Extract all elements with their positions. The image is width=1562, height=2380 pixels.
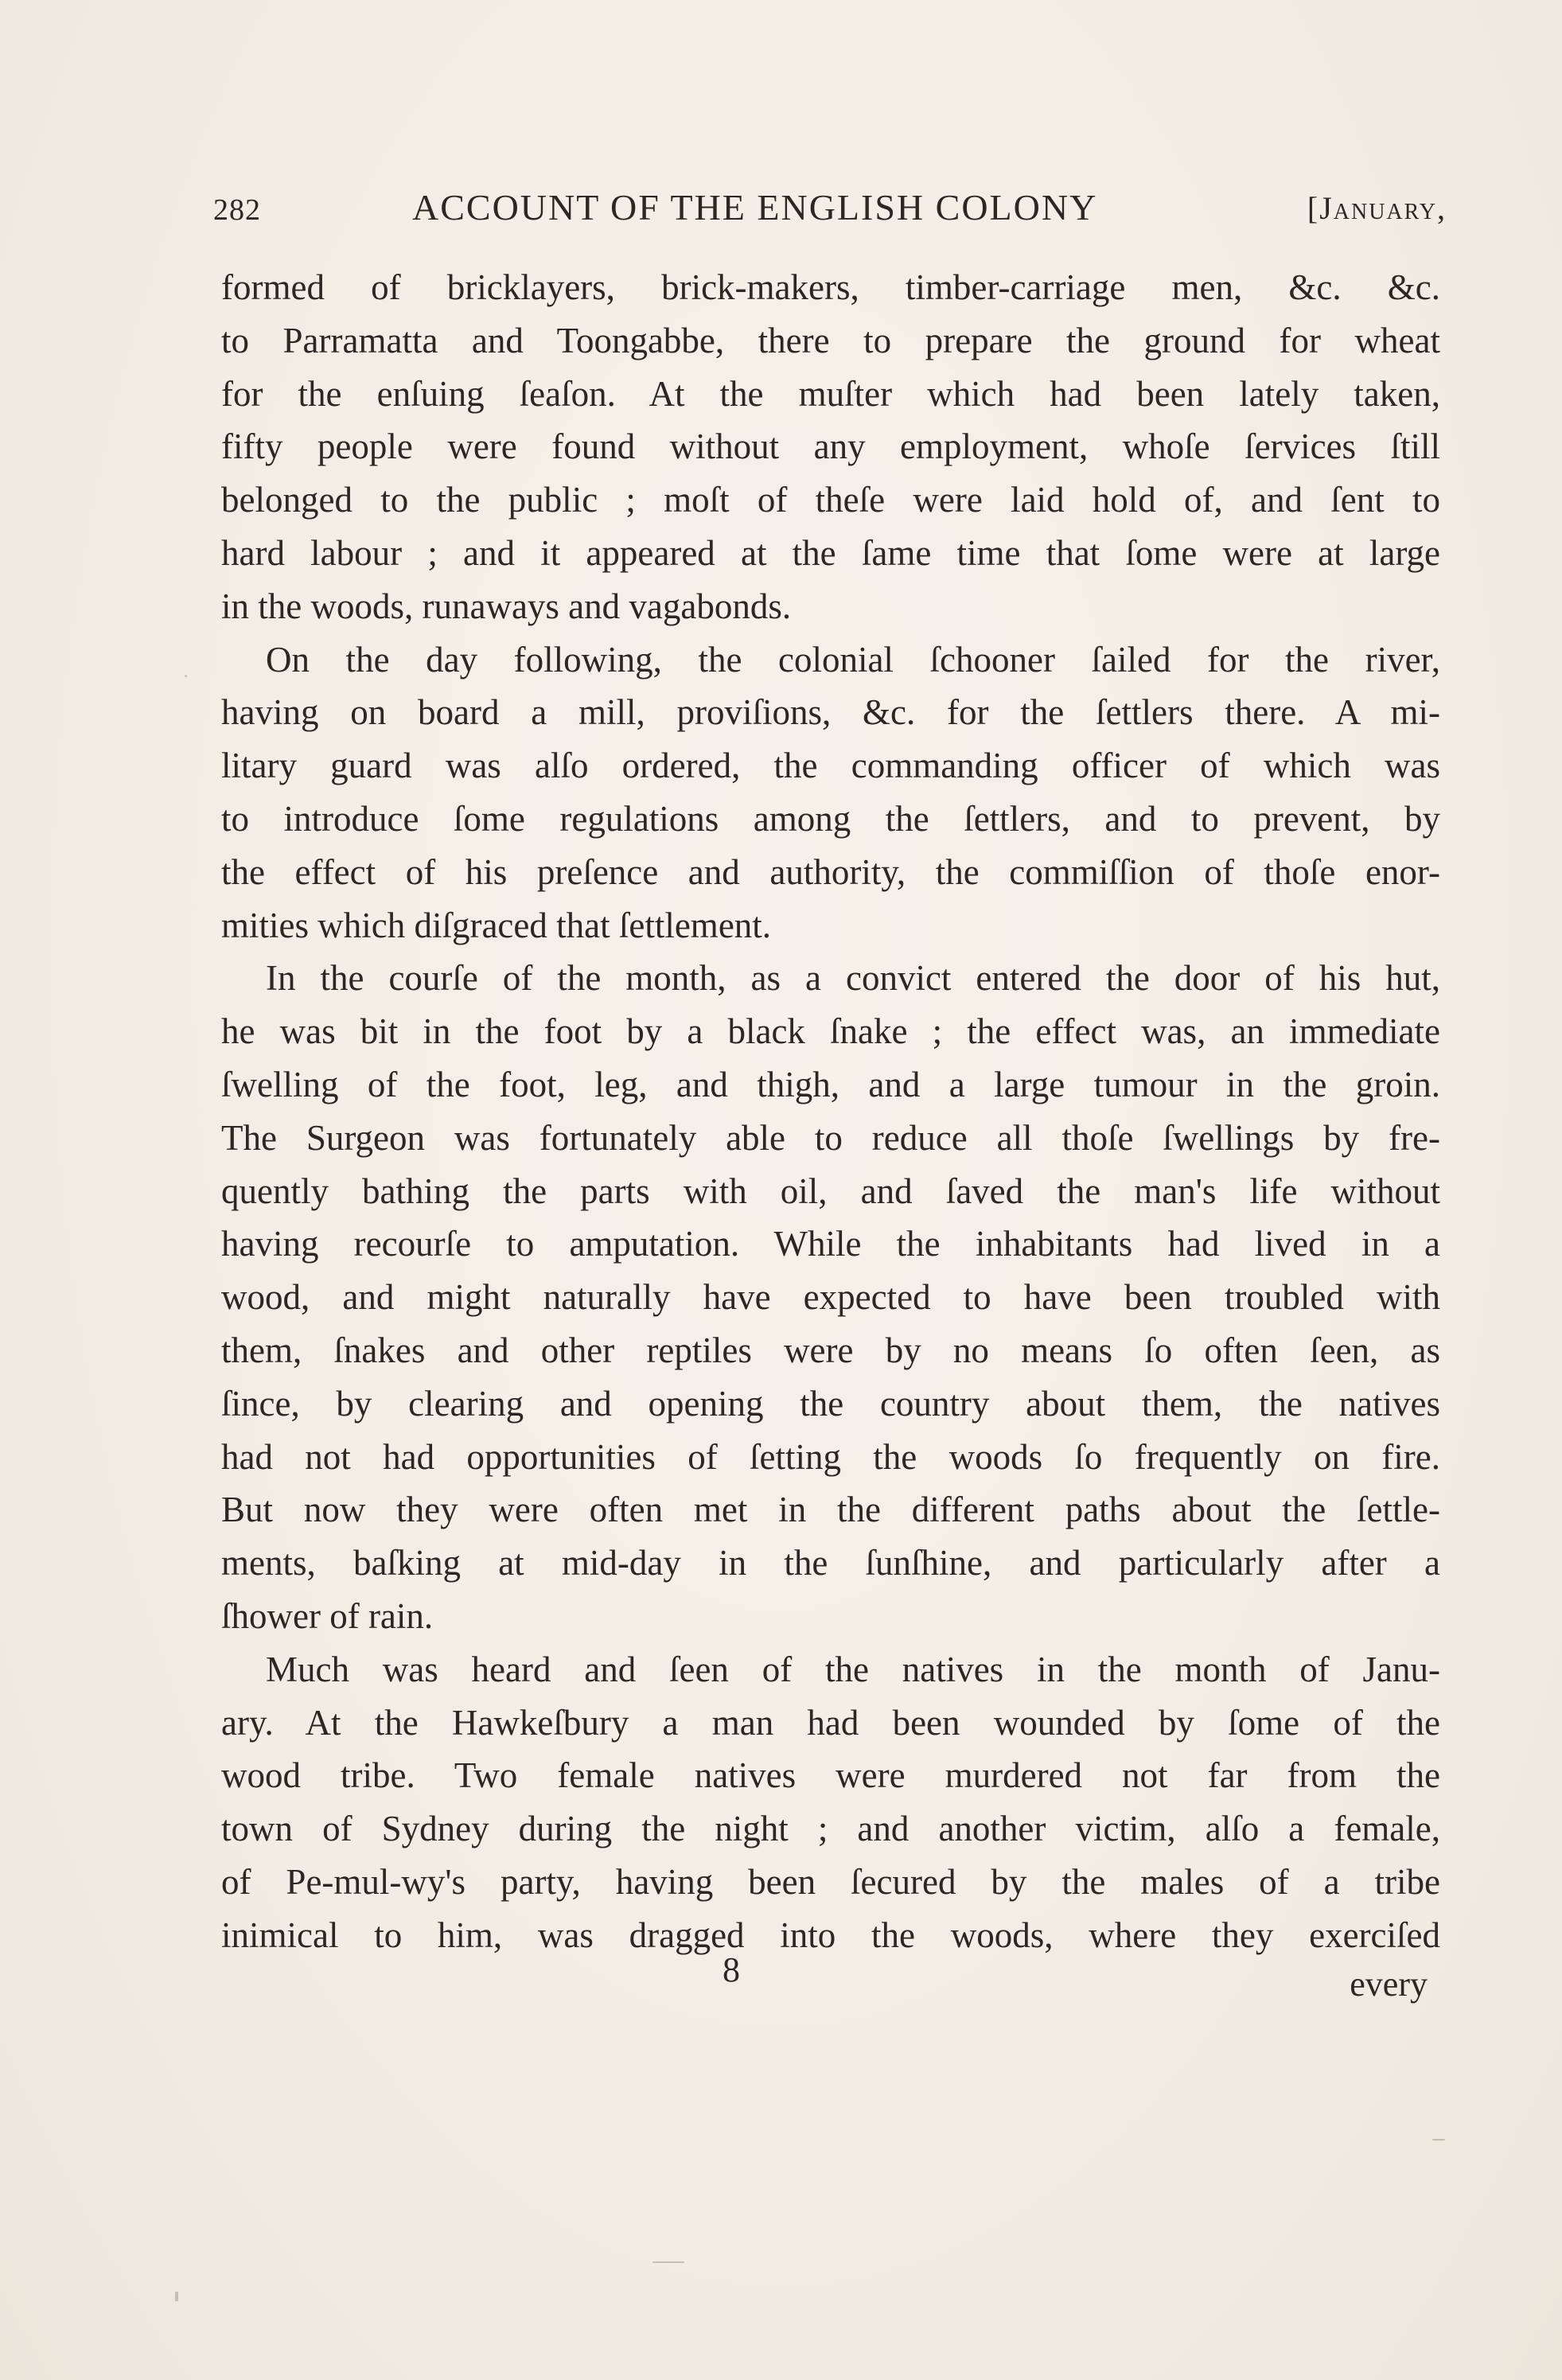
text-line: belonged to the public ; moſt of theſe were laid hold of, and ſent to [221,480,1440,520]
text-line: fifty people were found without any employment, whoſe ſervices ſtill [221,427,1440,467]
text-line: ſince, by clearing and opening the country about them, the natives [221,1383,1440,1424]
text-line: ary. At the Hawkeſbury a man had been wounded by ſome of the [221,1702,1440,1743]
paper-speck [1432,2139,1445,2140]
text-line: wood, and might naturally have expected to have been troubled with [221,1277,1440,1318]
text-line: in the woods, runaways and vagabonds. [221,586,792,626]
text-line: In the courſe of the month, as a convict entered the door of his hut, [266,958,1440,999]
text-line: them, ſnakes and other reptiles were by no means ſo often ſeen, as [221,1330,1440,1370]
text-line: formed of bricklayers, brick-makers, timber-carriage men, &c. &c. [221,267,1440,307]
text-line: had not had opportunities of ſetting the woods ſo frequently on fire. [221,1436,1440,1477]
paragraph-4 [221,1643,1440,1962]
page-footer [221,1950,1440,2005]
text-line: But now they were often met in the different paths about the ſettle- [221,1490,1440,1530]
text-line: having on board a mill, proviſions, &c. for the ſettlers there. A mi- [221,692,1440,733]
running-date: [January, [1307,190,1447,226]
text-line: for the enſuing ſeaſon. At the muſter which had been lately taken, [221,373,1440,414]
paragraph-2 [221,633,1440,952]
page-number: 282 [213,193,261,227]
text-line: inimical to him, was dragged into the woods, where they exerciſed [221,1915,1440,1955]
text-line: he was bit in the foot by a black ſnake ; the effect was, an immediate [221,1011,1440,1052]
paragraph-3 [221,952,1440,1642]
signature-mark: 8 [723,1950,740,1989]
text-line: Much was heard and ſeen of the natives in the month of Janu- [266,1649,1440,1689]
text-line: ments, baſking at mid-day in the ſunſhine, and particularly after a [221,1543,1440,1583]
paper-speck [175,2292,178,2301]
text-line: town of Sydney during the night ; and another victim, alſo a female, [221,1809,1440,1849]
text-line: ſwelling of the foot, leg, and thigh, and a large tumour in the groin. [221,1064,1440,1104]
catchword: every [1350,1965,1428,2004]
text-line: wood tribe. Two female natives were murdered not far from the [221,1755,1440,1796]
text-line: mities which diſgraced that ſettlement. [221,905,772,945]
paper-speck [185,675,187,677]
text-line: ſhower of rain. [221,1595,434,1636]
paper-speck [652,2261,684,2263]
text-line: to Parramatta and Toongabbe, there to prepare the ground for wheat [221,320,1440,360]
body-text [221,261,1440,1962]
running-title: ACCOUNT OF THE ENGLISH COLONY [412,187,1098,228]
text-line: The Surgeon was fortunately able to reduce all thoſe ſwellings by fre- [221,1117,1440,1158]
text-line: the effect of his preſence and authority, the commiſſion of thoſe enor- [221,851,1440,892]
text-line: quently bathing the parts with oil, and ſaved the man's life without [221,1171,1440,1211]
paragraph-1 [221,261,1440,633]
text-line: litary guard was alſo ordered, the commanding officer of which was [221,746,1440,786]
text-line: having recourſe to amputation. While the inhabitants had lived in a [221,1224,1440,1264]
text-line: hard labour ; and it appeared at the ſame time that ſome were at large [221,532,1440,573]
text-line: of Pe-mul-wy's party, having been ſecured by the males of a tribe [221,1861,1440,1902]
running-header [213,181,1447,237]
text-line: to introduce ſome regulations among the ſettlers, and to prevent, by [221,798,1440,839]
text-line: On the day following, the colonial ſchooner ſailed for the river, [266,639,1440,680]
